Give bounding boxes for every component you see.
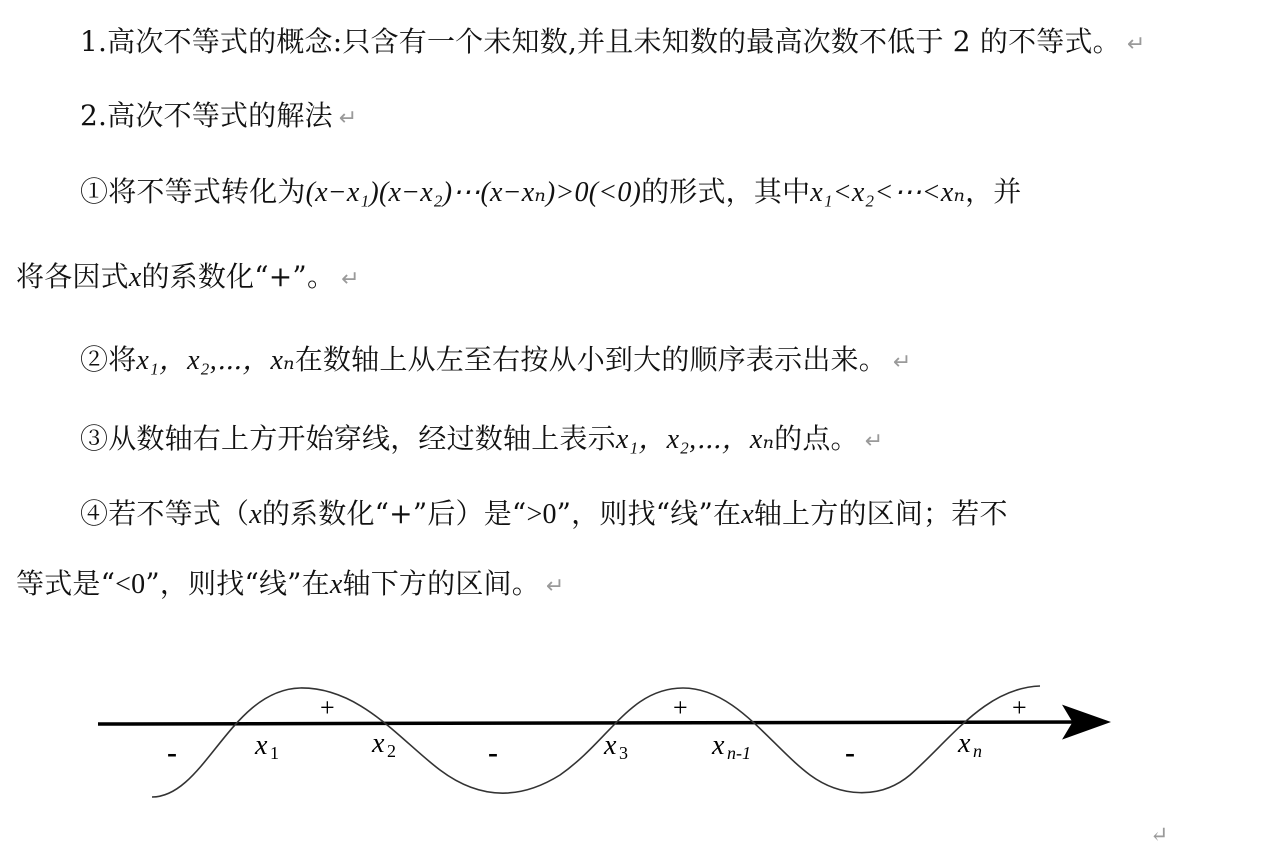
point-label-x2 [371, 728, 396, 761]
step4b-t2: ”，则找“线”在 [145, 567, 330, 600]
step2-pre: ②将 [80, 343, 137, 376]
step4b-t1: 等式是“ [16, 567, 116, 600]
step3-pre: ③从数轴右上方开始穿线，经过数轴上表示 [80, 422, 616, 455]
sign-minus: - [845, 736, 855, 769]
step1-condition: x₁<x₂<⋯<xₙ [810, 177, 966, 208]
point-sub: 1 [270, 743, 279, 763]
step3-post: 的点。 [774, 422, 859, 455]
return-mark-icon: ↵ [1126, 32, 1146, 57]
step1-pre: ①将不等式转化为 [80, 175, 306, 208]
sign-plus: + [673, 693, 688, 722]
point-label-x1 [254, 730, 279, 763]
step2-list: x₁，x₂,⋯，xₙ [136, 345, 295, 376]
point-sub: n-1 [727, 743, 751, 763]
step4b-t3: 轴下方的区间。 [342, 567, 540, 600]
return-mark-icon: ↵ [545, 574, 565, 599]
return-mark-icon: ↵ [892, 350, 912, 375]
point-base: x [372, 728, 385, 759]
step1b-post: 的系数化“+”。 [141, 260, 336, 293]
step2-post: 在数轴上从左至右按从小到大的顺序表示出来。 [294, 343, 887, 376]
step1b-pre: 将各因式 [16, 260, 129, 293]
point-base: x [958, 728, 971, 759]
step4-var2: x [741, 499, 754, 530]
step4-t1: ④若不等式（ [80, 497, 250, 530]
point-base: x [712, 730, 725, 761]
point-sub: n [973, 741, 982, 761]
return-mark-icon: ↵ [864, 429, 884, 454]
point-sub: 3 [619, 743, 628, 763]
point-sub: 2 [387, 741, 396, 761]
step4-t3: ”，则找“线”在 [556, 497, 742, 530]
sign-plus: + [320, 693, 335, 722]
step4-t2: 的系数化“+”后）是“ [261, 497, 527, 530]
definition-text: 1.高次不等式的概念:只含有一个未知数,并且未知数的最高次数不低于 2 的不等式。 [80, 25, 1121, 58]
step4b-lt: <0 [115, 569, 146, 600]
step4b-var: x [329, 569, 343, 600]
step1-mid: 的形式，其中 [641, 175, 811, 208]
sign-curve [152, 686, 1040, 797]
point-label-xn-1 [711, 730, 751, 763]
step3-list: x₁，x₂,⋯，xₙ [615, 424, 775, 455]
step1-post: ，并 [965, 175, 1022, 208]
step4-gt: >0 [526, 499, 557, 530]
method-heading-text: 2.高次不等式的解法 [80, 99, 333, 132]
sign-minus: - [167, 736, 177, 769]
point-label-x3 [603, 730, 628, 763]
step4-t4: 轴上方的区间；若不 [753, 497, 1008, 530]
return-mark-icon: ↵ [341, 267, 360, 292]
number-axis [98, 722, 1104, 724]
point-base: x [255, 730, 268, 761]
step1b-var: x [128, 262, 142, 293]
return-mark-icon: ↵ [1150, 822, 1169, 847]
step1-formula: (x−x₁)(x−x₂)⋯(x−xₙ)>0(<0) [305, 177, 642, 208]
sign-plus: + [1012, 693, 1027, 722]
point-label-xn [957, 728, 982, 761]
return-mark-icon: ↵ [338, 106, 358, 131]
sign-minus: - [488, 736, 498, 769]
point-base: x [604, 730, 617, 761]
step4-var1: x [249, 499, 262, 530]
